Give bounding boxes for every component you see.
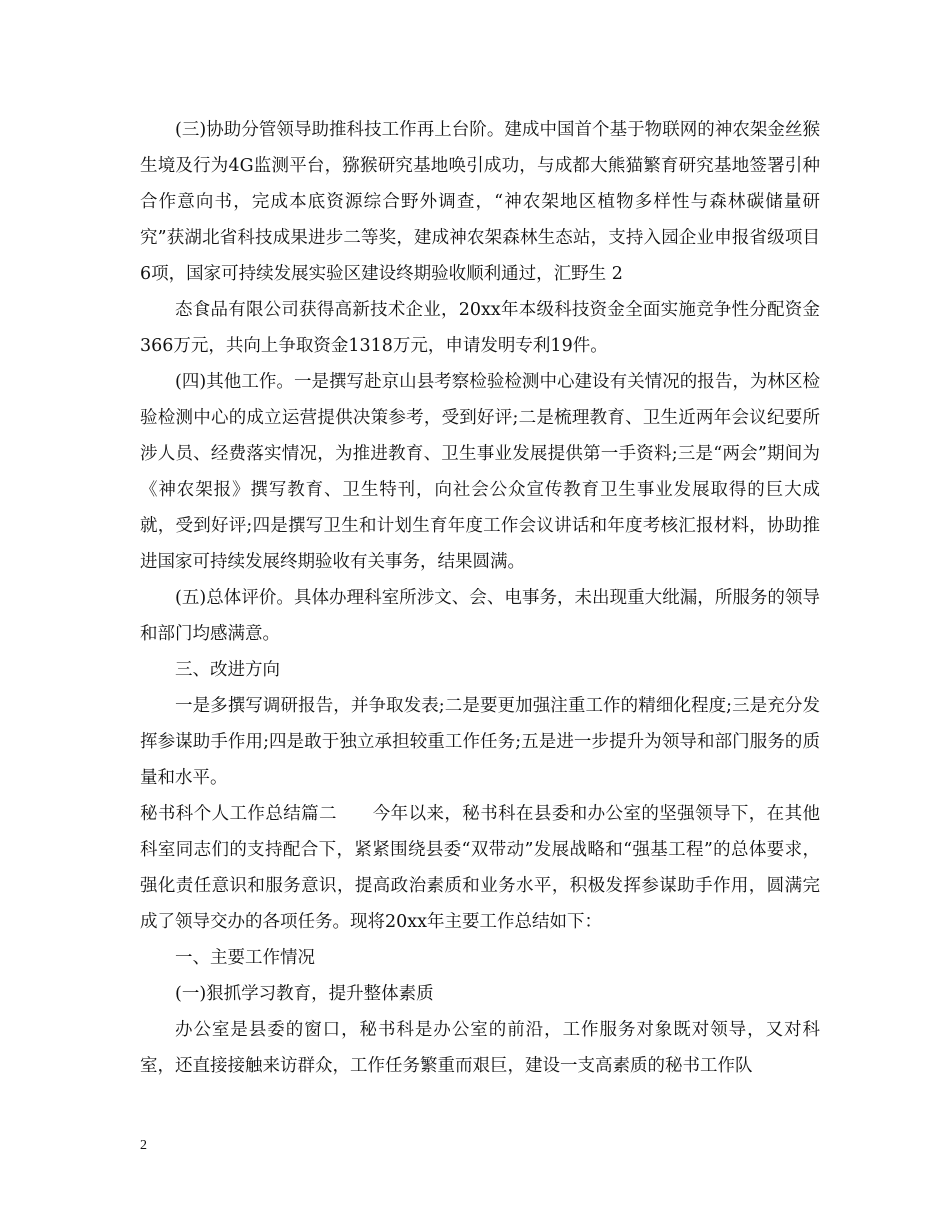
paragraph-science-work-continued: 态食品有限公司获得高新技术企业，20xx年本级科技资金全面实施竞争性分配资金366万元，共向上争取资金1318万元，申请发明专利19件。 bbox=[140, 300, 820, 356]
paragraph-improvement-items: 一是多撰写调研报告，并争取发表;二是要更加强注重工作的精细化程度;三是充分发挥参谋助手作用;四是敢于独立承担较重工作任务;五是进一步提升为领导和部门服务的质量和水平。 bbox=[140, 696, 820, 788]
section-heading-main-work: 一、主要工作情况 bbox=[175, 948, 315, 968]
section-heading-improvement: 三、改进方向 bbox=[175, 660, 280, 680]
document-body bbox=[140, 112, 820, 1084]
paragraph-other-work: (四)其他工作。一是撰写赴京山县考察检验检测中心建设有关情况的报告，为林区检验检测中心的成立运营提供决策参考，受到好评;二是梳理教育、卫生近两年会议纪要所涉人员、经费落实情况，为推进教育、卫生事业发展提供第一手资料;三是“两会”期间为《神农架报》撰写教育、卫生特刊，向社会公众宣传教育卫生事业发展取得的巨大成就，受到好评;四是撰写卫生和计划生育年度工作会议讲话和年度考核汇报材料，协助推进国家可持续发展终期验收有关事务，结果圆满。 bbox=[140, 372, 820, 572]
paragraph-science-work: (三)协助分管领导助推科技工作再上台阶。建成中国首个基于物联网的神农架金丝猴生境及行为4G监测平台，猕猴研究基地唤引成功，与成都大熊猫繁育研究基地签署引种合作意向书，完成本底资源综合野外调查，“神农架地区植物多样性与森林碳储量研究”获湖北省科技成果进步二等奖，建成神农架森林生态站，支持入园企业申报省级项目6项，国家可持续发展实验区建设终期验收顺利通过，汇野生 2 bbox=[140, 120, 820, 284]
paragraph-office-window: 办公室是县委的窗口，秘书科是办公室的前沿，工作服务对象既对领导，又对科室，还直接接触来访群众，工作任务繁重而艰巨，建设一支高素质的秘书工作队 bbox=[140, 1020, 820, 1076]
page-number: 2 bbox=[140, 1138, 147, 1153]
paragraph-article-two-intro: 秘书科个人工作总结篇二 今年以来，秘书科在县委和办公室的坚强领导下，在其他科室同志们的支持配合下，紧紧围绕县委“双带动”发展战略和“强基工程”的总体要求，强化责任意识和服务意识，提高政治素质和业务水平，积极发挥参谋助手作用，圆满完成了领导交办的各项任务。现将20xx年主要工作总结如下： bbox=[140, 804, 820, 932]
subheading-study-education: (一)狠抓学习教育，提升整体素质 bbox=[175, 984, 434, 1004]
paragraph-overall-evaluation: (五)总体评价。具体办理科室所涉文、会、电事务，未出现重大纰漏，所服务的领导和部门均感满意。 bbox=[140, 588, 820, 644]
